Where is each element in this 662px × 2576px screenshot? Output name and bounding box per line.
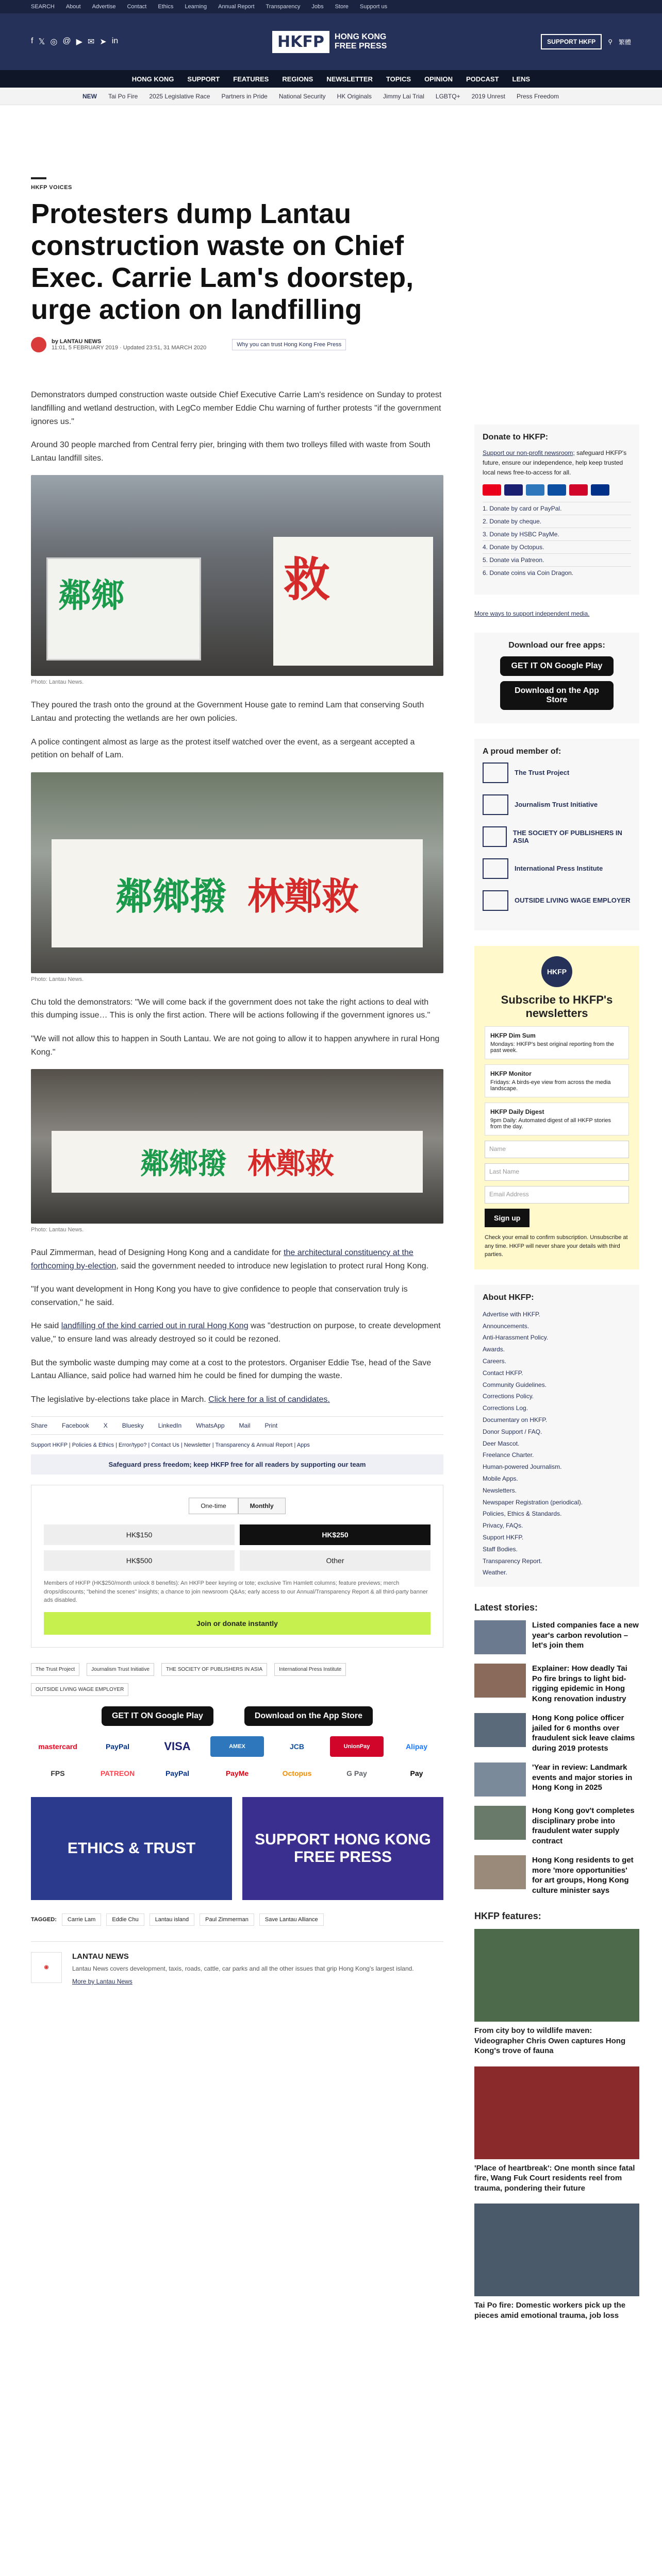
landfilling-link[interactable]: landfilling of the kind carried out in rural Hong Kong bbox=[61, 1321, 249, 1331]
about-link[interactable]: Transparency Report. bbox=[483, 1557, 542, 1565]
share-linkedin[interactable]: LinkedIn bbox=[158, 1422, 182, 1430]
feature-item[interactable]: From city boy to wildlife maven: Videographer Chris Owen captures Hong Kong's trove of fauna bbox=[474, 1929, 639, 2056]
about-link[interactable]: Newspaper Registration (periodical). bbox=[483, 1498, 583, 1506]
paypal-icon: PayPal bbox=[106, 1742, 129, 1751]
amount-other[interactable]: Other bbox=[240, 1550, 431, 1571]
about-link[interactable]: Corrections Policy. bbox=[483, 1393, 534, 1400]
signup-confirm-note: Check your email to confirm subscription. Unsubscribe at any time. HKFP will never share your details with third parties. bbox=[485, 1234, 628, 1258]
story-item[interactable]: Hong Kong gov't completes disciplinary probe into fraudulent water supply contract bbox=[474, 1806, 639, 1846]
share-mail[interactable]: Mail bbox=[239, 1422, 251, 1430]
about-link[interactable]: Awards. bbox=[483, 1346, 505, 1353]
donate-intro: Support our non-profit newsroom; safeguard HKFP's future, ensure our independence, help keep trusted local news free-to-access for all. bbox=[483, 449, 627, 477]
about-title: About HKFP: bbox=[483, 1293, 534, 1302]
logo-mark: HKFP bbox=[272, 31, 329, 53]
x-icon[interactable]: 𝕏 bbox=[38, 38, 45, 46]
topbar-annual-report-link[interactable]: Annual Report bbox=[218, 4, 255, 10]
about-link[interactable]: Staff Bodies. bbox=[483, 1545, 518, 1553]
google-play-button[interactable]: GET IT ON Google Play bbox=[102, 1706, 213, 1726]
author-box-name[interactable]: LANTAU NEWS bbox=[72, 1952, 129, 1961]
donate-sidebar-box bbox=[474, 425, 639, 595]
trust-link[interactable]: Why you can trust Hong Kong Free Press bbox=[232, 339, 346, 350]
mastercard-icon: mastercard bbox=[38, 1742, 77, 1751]
story-thumbnail bbox=[474, 1762, 526, 1797]
membership-note: Members of HKFP (HK$250/month unlock 8 benefits): An HKFP beer keyring or tote; exclusive Tim Hamlett columns; feature previews; merch drops/discounts; "behind the scenes" insights; a chance to join newsroom Q&As; early access to our Annual/Transparency Report & all third-party banner ads disabled. bbox=[44, 1580, 428, 1604]
photo-caption: Photo: Lantau News. bbox=[31, 976, 84, 982]
apple-pay-icon: Pay bbox=[410, 1769, 423, 1777]
nav-support[interactable]: SUPPORT bbox=[187, 75, 220, 83]
trending-item[interactable]: Press Freedom bbox=[516, 92, 559, 100]
about-box bbox=[474, 1285, 639, 1587]
tag-item[interactable]: Eddie Chu bbox=[106, 1913, 144, 1926]
facebook-icon[interactable]: f bbox=[31, 37, 34, 45]
article-lead: Demonstrators dumped construction waste outside Chief Executive Carrie Lam's residence on Sunday to protest landfilling and wetland destruction, with LegCo member Eddie Chu warning of further protests "if the government ignores us." bbox=[31, 391, 442, 426]
nav-newsletter[interactable]: NEWSLETTER bbox=[326, 75, 373, 83]
tag-item[interactable]: Save Lantau Alliance bbox=[259, 1913, 324, 1926]
about-link[interactable]: Careers. bbox=[483, 1358, 507, 1365]
photo-banner: 鄰鄉撥 林鄭救 bbox=[52, 839, 423, 947]
ipi-logo bbox=[483, 858, 508, 879]
protest-photo-2 bbox=[31, 772, 443, 973]
frequency-toggle bbox=[44, 1498, 431, 1514]
sidebar-payment-icons bbox=[483, 484, 631, 496]
join-donate-button[interactable]: Join or donate instantly bbox=[44, 1612, 431, 1635]
jti-logo bbox=[483, 794, 508, 815]
jcb-icon: JCB bbox=[289, 1742, 304, 1751]
byline bbox=[31, 337, 443, 352]
topbar-support-link[interactable]: Support us bbox=[359, 4, 388, 10]
feature-item[interactable]: Tai Po fire: Domestic workers pick up the pieces amid emotional trauma, job loss bbox=[474, 2204, 639, 2320]
unionpay-icon: UnionPay bbox=[330, 1736, 384, 1757]
support-banner[interactable]: SUPPORT HONG KONG FREE PRESS bbox=[242, 1797, 443, 1900]
member-trust-project[interactable]: The Trust Project bbox=[483, 762, 631, 783]
about-link[interactable]: Documentary on HKFP. bbox=[483, 1416, 548, 1424]
article-paragraph: Around 30 people marched from Central ferry pier, bringing with them two trolleys filled with waste from South Lantau landfill sites. bbox=[31, 440, 431, 463]
patreon-icon: PATREON bbox=[100, 1769, 135, 1777]
fps-icon: FPS bbox=[51, 1769, 65, 1777]
photo-sign-left: 鄰鄉 bbox=[46, 557, 201, 660]
photo-caption: Photo: Lantau News. bbox=[31, 1227, 84, 1233]
apps-title: Download our free apps: bbox=[508, 640, 605, 650]
youtube-icon[interactable]: ▶ bbox=[76, 38, 82, 46]
threads-icon[interactable]: @ bbox=[62, 37, 71, 45]
about-link[interactable]: Freelance Charter. bbox=[483, 1451, 534, 1459]
nav-features[interactable]: FEATURES bbox=[233, 75, 269, 83]
about-link[interactable]: Advertise with HKFP. bbox=[483, 1310, 540, 1318]
trending-bar bbox=[0, 88, 662, 105]
story-item[interactable]: Listed companies face a new year's carbon revolution – let's join them bbox=[474, 1620, 639, 1654]
feature-image bbox=[474, 1929, 639, 2022]
payment-methods bbox=[31, 1736, 443, 1784]
story-item[interactable]: Explainer: How deadly Tai Po fire brings to light bid-rigging epidemic in Hong Kong renovation industry bbox=[474, 1664, 639, 1704]
topbar-learning-link[interactable]: Learning bbox=[185, 4, 207, 10]
name-field[interactable]: Name bbox=[485, 1141, 629, 1158]
nav-hong-kong[interactable]: HONG KONG bbox=[131, 75, 174, 83]
share-bluesky[interactable]: Bluesky bbox=[122, 1422, 144, 1430]
donate-intro-link[interactable]: Support our non-profit newsroom; bbox=[483, 449, 575, 456]
author-logo: ◉ bbox=[31, 1952, 62, 1983]
signup-button[interactable]: Sign up bbox=[485, 1209, 529, 1227]
about-link[interactable]: Announcements. bbox=[483, 1322, 529, 1330]
story-thumbnail bbox=[474, 1664, 526, 1698]
article-paragraph: A police contingent almost as large as the protest itself watched over the event, as a sergeant accepted a petition on behalf of Lam. bbox=[31, 737, 415, 760]
amount-options bbox=[44, 1524, 431, 1571]
sidebar-app-store[interactable]: Download on the App Store bbox=[500, 681, 614, 710]
tag-item[interactable]: Paul Zimmerman bbox=[200, 1913, 254, 1926]
sidebar bbox=[474, 105, 639, 2331]
donate-widget bbox=[31, 1485, 443, 1648]
nav-regions[interactable]: REGIONS bbox=[282, 75, 313, 83]
nav-topics[interactable]: TOPICS bbox=[386, 75, 411, 83]
features-title: HKFP features: bbox=[474, 1911, 541, 1922]
topbar-search-link[interactable]: SEARCH bbox=[31, 4, 55, 10]
about-link[interactable]: Mobile Apps. bbox=[483, 1475, 518, 1482]
title-rule bbox=[31, 177, 46, 179]
article-title: Protesters dump Lantau construction waste on Chief Exec. Carrie Lam's doorstep, urge action on landfilling bbox=[31, 198, 414, 326]
member-badges bbox=[31, 1663, 443, 1696]
donate-option[interactable]: 5. Donate via Patreon. bbox=[483, 553, 631, 566]
story-thumbnail bbox=[474, 1806, 526, 1840]
article-paragraph: He said landfilling of the kind carried out in rural Hong Kong was "destruction on purpose, to create development value," to ensure land was already destroyed so it could be rezoned. bbox=[31, 1321, 441, 1344]
monthly-tab[interactable]: Monthly bbox=[238, 1498, 286, 1514]
about-link[interactable]: Community Guidelines. bbox=[483, 1381, 547, 1388]
about-link[interactable]: Privacy, FAQs. bbox=[483, 1522, 523, 1530]
about-link[interactable]: Weather. bbox=[483, 1569, 507, 1577]
instagram-icon[interactable]: ◎ bbox=[50, 38, 58, 46]
protest-photo-3 bbox=[31, 1069, 443, 1224]
tag-item[interactable]: Carrie Lam bbox=[62, 1913, 101, 1926]
tag-item[interactable]: Lantau island bbox=[150, 1913, 194, 1926]
search-icon[interactable]: ⚲ bbox=[608, 38, 613, 45]
apps-box bbox=[474, 633, 639, 723]
support-hkfp-button[interactable]: SUPPORT HKFP bbox=[541, 34, 602, 49]
author-bio: Lantau News covers development, taxis, roads, cattle, car parks and all the other issues that grip Hong Kong's largest island. bbox=[72, 1964, 414, 1972]
trending-new-label: NEW bbox=[82, 92, 97, 100]
about-link[interactable]: Newsletters. bbox=[483, 1486, 517, 1494]
newsletter-signup bbox=[474, 946, 639, 1269]
share-print[interactable]: Print bbox=[264, 1422, 278, 1430]
donate-option[interactable]: 3. Donate by HSBC PayMe. bbox=[483, 528, 631, 540]
trending-item[interactable]: National Security bbox=[278, 92, 326, 100]
latest-stories bbox=[474, 1602, 639, 1895]
share-bar bbox=[31, 1416, 443, 1435]
donate-option[interactable]: 6. Donate coins via Coin Dragon. bbox=[483, 566, 631, 579]
member-jti[interactable]: Journalism Trust Initiative bbox=[483, 794, 631, 815]
jti-badge[interactable]: Journalism Trust Initiative bbox=[87, 1663, 154, 1676]
mastercard-icon bbox=[483, 484, 501, 496]
share-whatsapp[interactable]: WhatsApp bbox=[196, 1422, 225, 1430]
article-category[interactable]: HKFP VOICES bbox=[31, 184, 72, 191]
trending-item[interactable]: Partners in Pride bbox=[221, 92, 268, 100]
story-thumbnail bbox=[474, 1620, 526, 1654]
author-box bbox=[31, 1941, 443, 1985]
paypal-icon bbox=[591, 484, 609, 496]
social-icons bbox=[31, 37, 118, 47]
feature-image bbox=[474, 2204, 639, 2296]
about-link[interactable]: Donor Support / FAQ. bbox=[483, 1428, 542, 1435]
trending-item[interactable]: 2019 Unrest bbox=[471, 92, 505, 100]
member-sopa[interactable]: THE SOCIETY OF PUBLISHERS IN ASIA bbox=[483, 826, 631, 847]
safeguard-banner: Safeguard press freedom; keep HKFP free for all readers by supporting our team bbox=[31, 1454, 443, 1475]
topbar-ethics-link[interactable]: Ethics bbox=[158, 4, 174, 10]
logo-text: HONG KONG FREE PRESS bbox=[334, 32, 387, 50]
author-name[interactable]: by LANTAU NEWS bbox=[52, 338, 102, 345]
about-link[interactable]: Support HKFP. bbox=[483, 1533, 524, 1541]
photo-sign-right: 救 bbox=[273, 537, 433, 666]
nav-opinion[interactable]: OPINION bbox=[424, 75, 453, 83]
nav-podcast[interactable]: PODCAST bbox=[466, 75, 499, 83]
last-name-field[interactable]: Last Name bbox=[485, 1163, 629, 1181]
donate-option[interactable]: 1. Donate by card or PayPal. bbox=[483, 502, 631, 515]
linkedin-icon[interactable]: in bbox=[111, 37, 119, 45]
unionpay-icon bbox=[569, 484, 588, 496]
more-ways-link[interactable]: More ways to support independent media. bbox=[474, 609, 590, 617]
trending-item[interactable]: Tai Po Fire bbox=[108, 92, 138, 100]
top-utility-bar bbox=[0, 0, 662, 13]
protest-photo-1 bbox=[31, 475, 443, 676]
share-label: Share bbox=[31, 1422, 48, 1430]
site-header bbox=[0, 13, 662, 70]
about-link[interactable]: Policies, Ethics & Standards. bbox=[483, 1510, 562, 1518]
ethics-banner[interactable]: ETHICS & TRUST bbox=[31, 1797, 232, 1900]
living-wage-logo bbox=[483, 890, 508, 911]
article-paragraph: Paul Zimmerman, head of Designing Hong Kong and a candidate for the architectural constituency at the forthcoming by-election, said the government needed to introduce new legislation to protect rural Hong Kong. bbox=[31, 1248, 429, 1270]
one-time-tab[interactable]: One-time bbox=[189, 1498, 238, 1514]
about-link[interactable]: Corrections Log. bbox=[483, 1404, 528, 1412]
donate-option[interactable]: 4. Donate by Octopus. bbox=[483, 540, 631, 553]
trust-project-badge[interactable]: The Trust Project bbox=[31, 1663, 79, 1676]
newsletter-option[interactable]: HKFP Dim Sum Mondays: HKFP's best original reporting from the past week. bbox=[485, 1026, 629, 1059]
story-item[interactable]: Hong Kong police officer jailed for 6 months over fraudulent sick leave claims during 2019 protests bbox=[474, 1713, 639, 1753]
paypal-icon: PayPal bbox=[166, 1769, 189, 1777]
share-x[interactable]: X bbox=[103, 1422, 108, 1430]
email-icon[interactable]: ✉ bbox=[87, 38, 95, 46]
article-paragraph: Chu told the demonstrators: "We will come back if the government does not take the right actions to deal with this dumping issue… This is only the first action. There will be actions following if the government ignores us." bbox=[31, 997, 431, 1020]
story-thumbnail bbox=[474, 1713, 526, 1747]
member-ipi[interactable]: International Press Institute bbox=[483, 858, 631, 879]
main-nav bbox=[0, 70, 662, 88]
telegram-icon[interactable]: ➤ bbox=[100, 38, 107, 46]
topbar-store-link[interactable]: Store bbox=[335, 4, 349, 10]
member-living-wage[interactable]: OUTSIDE LIVING WAGE EMPLOYER bbox=[483, 890, 631, 911]
donate-sidebar-title: Donate to HKFP: bbox=[483, 433, 549, 442]
topbar-jobs-link[interactable]: Jobs bbox=[311, 4, 324, 10]
latest-title: Latest stories: bbox=[474, 1602, 538, 1613]
hkfp-badge-icon: HKFP bbox=[541, 956, 572, 987]
tags-label: TAGGED: bbox=[31, 1916, 57, 1923]
story-item[interactable]: Hong Kong residents to get more 'more opportunities' for art groups, Hong Kong culture minister says bbox=[474, 1855, 639, 1895]
constituency-link[interactable]: the architectural constituency at the forthcoming by-election bbox=[31, 1248, 413, 1270]
amount-150[interactable]: HK$150 bbox=[44, 1524, 235, 1545]
article-paragraph: But the symbolic waste dumping may come at a cost to the protestors. Organiser Eddie Tse, head of the Save Lantau Alliance, said police had warned him he could be fined for dumping the waste. bbox=[31, 1358, 432, 1381]
app-store-buttons bbox=[31, 1706, 443, 1726]
article-paragraph: "We will not allow this to happen in South Lantau. We are not going to allow it to happen anywhere in rural Hong Kong." bbox=[31, 1034, 440, 1057]
promo-banners bbox=[31, 1797, 443, 1900]
article-dates: 11:01, 5 FEBRUARY 2019 · Updated 23:51, 31 MARCH 2020 bbox=[52, 345, 207, 351]
nav-lens[interactable]: LENS bbox=[512, 75, 531, 83]
photo-banner: 鄰鄉撥 林鄭救 bbox=[52, 1131, 423, 1193]
trending-item[interactable]: LGBTQ+ bbox=[435, 92, 460, 100]
sopa-badge[interactable]: THE SOCIETY OF PUBLISHERS IN ASIA bbox=[161, 1663, 267, 1676]
photo-caption: Photo: Lantau News. bbox=[31, 679, 84, 686]
google-pay-icon: G Pay bbox=[346, 1769, 367, 1777]
trust-project-logo bbox=[483, 762, 508, 783]
story-item[interactable]: 'Year in review: Landmark events and major stories in Hong Kong in 2025 bbox=[474, 1762, 639, 1797]
more-by-author-link[interactable]: More by Lantau News bbox=[72, 1978, 133, 1986]
trending-item[interactable]: HK Originals bbox=[337, 92, 372, 100]
article-paragraph: "If you want development in Hong Kong you have to give confidence to people that conservation truly is conservation," he said. bbox=[31, 1285, 408, 1307]
about-link[interactable]: Anti-Harassment Policy. bbox=[483, 1334, 549, 1342]
about-list bbox=[483, 1309, 631, 1579]
sopa-logo bbox=[483, 826, 507, 847]
subscribe-title: Subscribe to HKFP's newsletters bbox=[501, 993, 613, 1020]
donate-option[interactable]: 2. Donate by cheque. bbox=[483, 515, 631, 528]
article-tags bbox=[31, 1913, 443, 1926]
article-paragraph: The legislative by-elections take place in March. Click here for a list of candidates. bbox=[31, 1395, 330, 1404]
article-column bbox=[31, 105, 443, 2331]
jcb-icon bbox=[548, 484, 566, 496]
visa-icon bbox=[504, 484, 523, 496]
amount-250[interactable]: HK$250 bbox=[240, 1524, 431, 1545]
feature-image bbox=[474, 2066, 639, 2159]
octopus-icon: Octopus bbox=[282, 1769, 312, 1777]
about-link[interactable]: Contact HKFP. bbox=[483, 1369, 523, 1377]
member-title: A proud member of: bbox=[483, 747, 561, 756]
about-link[interactable]: Human-powered Journalism. bbox=[483, 1463, 562, 1471]
topbar-about-link[interactable]: About bbox=[65, 4, 81, 10]
article-paragraph: They poured the trash onto the ground at the Government House gate to remind Lam that conserving South Lantau and protecting the wetlands are her own policies. bbox=[31, 701, 424, 723]
trending-item[interactable]: 2025 Legislative Race bbox=[149, 92, 210, 100]
topbar-transparency-link[interactable]: Transparency bbox=[266, 4, 301, 10]
header-right bbox=[541, 34, 631, 49]
alipay-icon: Alipay bbox=[405, 1742, 427, 1751]
app-store-button[interactable]: Download on the App Store bbox=[244, 1706, 373, 1726]
article-footer-links[interactable]: Support HKFP | Policies & Ethics | Error/typo? | Contact Us | Newsletter | Transparency & Annual Report | Apps bbox=[31, 1442, 310, 1449]
donate-options-list bbox=[483, 502, 631, 579]
payme-icon: PayMe bbox=[225, 1769, 249, 1777]
candidates-link[interactable]: Click here for a list of candidates. bbox=[208, 1395, 330, 1404]
visa-icon: VISA bbox=[164, 1739, 191, 1753]
amount-500[interactable]: HK$500 bbox=[44, 1550, 235, 1571]
feature-item[interactable]: 'Place of heartbreak': One month since fatal fire, Wang Fuk Court residents reel from trauma, pondering their future bbox=[474, 2066, 639, 2194]
share-facebook[interactable]: Facebook bbox=[62, 1422, 89, 1430]
sidebar-google-play[interactable]: GET IT ON Google Play bbox=[500, 656, 614, 676]
story-thumbnail bbox=[474, 1855, 526, 1889]
newsletter-option[interactable]: HKFP Monitor Fridays: A birds-eye view from across the media landscape. bbox=[485, 1064, 629, 1097]
site-logo[interactable] bbox=[123, 31, 536, 53]
language-switch[interactable]: 繁體 bbox=[618, 38, 631, 46]
membership-box bbox=[474, 739, 639, 930]
living-wage-badge[interactable]: OUTSIDE LIVING WAGE EMPLOYER bbox=[31, 1683, 128, 1696]
newsletter-option[interactable]: HKFP Daily Digest 9pm Daily: Automated digest of all HKFP stories from the day. bbox=[485, 1103, 629, 1136]
amex-icon: AMEX bbox=[210, 1736, 264, 1757]
topbar-advertise-link[interactable]: Advertise bbox=[92, 4, 116, 10]
trending-item[interactable]: Jimmy Lai Trial bbox=[383, 92, 424, 100]
about-link[interactable]: Deer Mascot. bbox=[483, 1439, 520, 1447]
amex-icon bbox=[526, 484, 544, 496]
email-field[interactable]: Email Address bbox=[485, 1186, 629, 1204]
features-list bbox=[474, 1911, 639, 2320]
topbar-contact-link[interactable]: Contact bbox=[127, 4, 147, 10]
ipi-badge[interactable]: International Press Institute bbox=[274, 1663, 346, 1676]
author-avatar bbox=[31, 337, 46, 352]
